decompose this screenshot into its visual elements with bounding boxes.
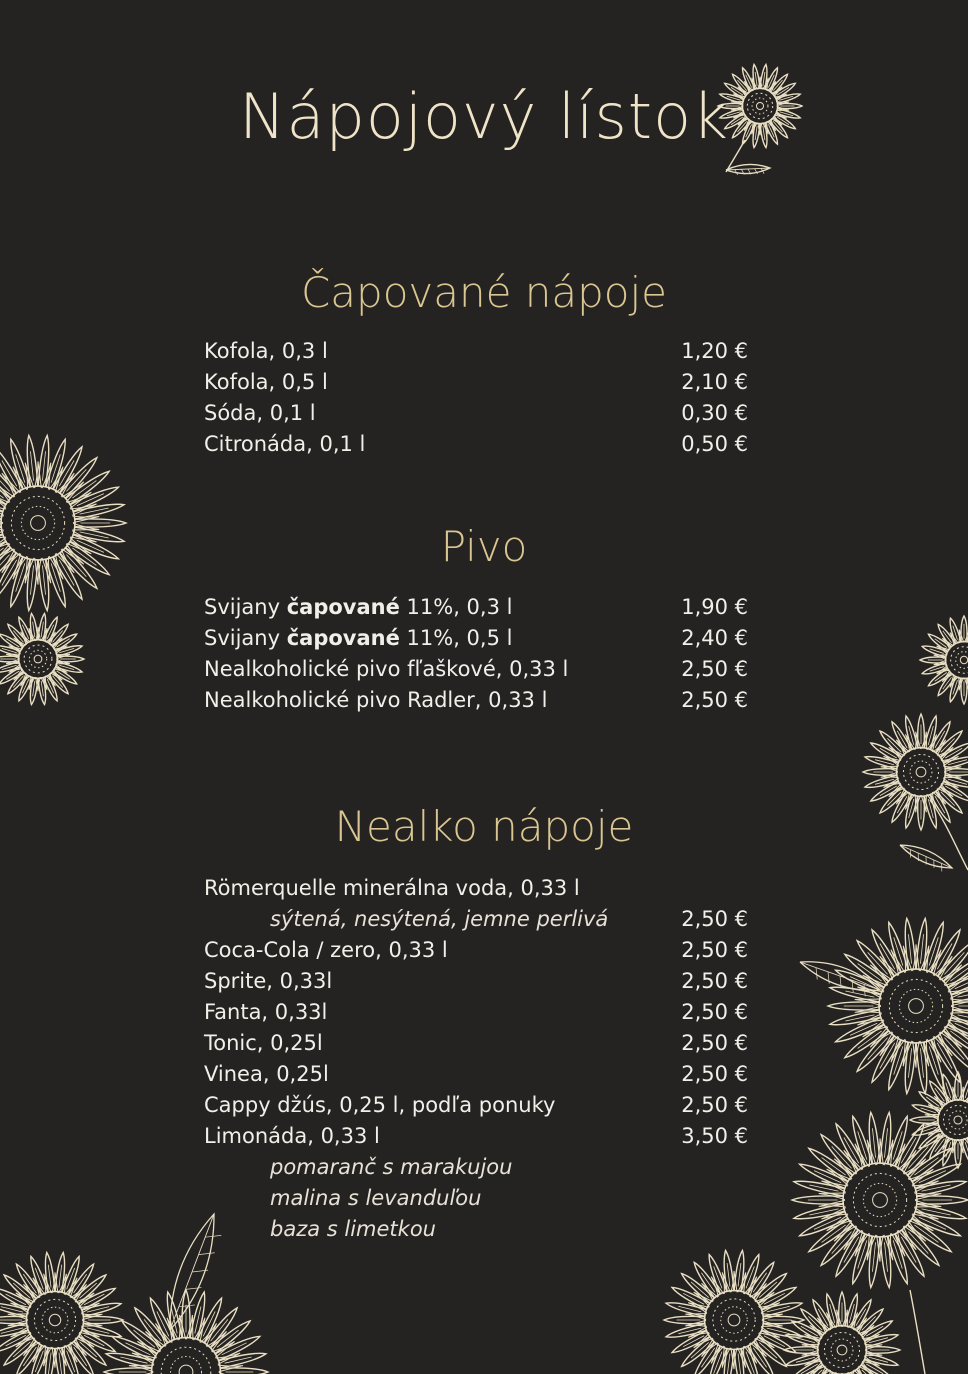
item-price: 2,10 € — [681, 370, 748, 394]
item-price: 1,90 € — [681, 595, 748, 619]
sunflower-icon — [664, 1251, 804, 1374]
menu-item-note — [204, 1152, 748, 1183]
menu-item — [204, 685, 748, 716]
item-name: Nealkoholické pivo fľaškové, 0,33 l — [204, 657, 569, 681]
menu-item-note — [204, 1214, 748, 1245]
item-price: 0,30 € — [681, 401, 748, 425]
leaf-icon — [800, 962, 880, 997]
section-title-draught: Čapované nápoje — [300, 268, 668, 317]
menu-item — [204, 1121, 748, 1152]
page-title: Nápojový lístok — [239, 80, 729, 153]
menu-item — [204, 966, 748, 997]
menu-item — [204, 1059, 748, 1090]
stem-line — [910, 1290, 925, 1374]
item-price: 2,50 € — [681, 1031, 748, 1055]
item-name: Fanta, 0,33l — [204, 1000, 328, 1024]
item-name: Vinea, 0,25l — [204, 1062, 329, 1086]
item-name: Coca-Cola / zero, 0,33 l — [204, 938, 448, 962]
menu-item-note — [204, 904, 748, 935]
menu-item — [204, 398, 748, 429]
sunflower-icon — [910, 1072, 968, 1168]
item-price: 2,50 € — [681, 907, 748, 931]
menu-item — [204, 429, 748, 460]
item-price: 2,40 € — [681, 626, 748, 650]
item-name: Kofola, 0,5 l — [204, 370, 328, 394]
item-price: 3,50 € — [681, 1124, 748, 1148]
item-name: Limonáda, 0,33 l — [204, 1124, 380, 1148]
menu-item — [204, 997, 748, 1028]
item-name: Svijany čapované 11%, 0,5 l — [204, 626, 513, 650]
menu-list-draught — [204, 336, 748, 460]
item-name-bold: čapované — [286, 595, 400, 619]
sunflower-icon — [792, 1112, 968, 1287]
section-title-beer: Pivo — [440, 522, 528, 571]
item-price: 2,50 € — [681, 1062, 748, 1086]
sunflower-icon — [920, 616, 968, 704]
item-price: 2,50 € — [681, 1000, 748, 1024]
menu-item-note — [204, 1183, 748, 1214]
item-name: Tonic, 0,25l — [204, 1031, 323, 1055]
item-name: Cappy džús, 0,25 l, podľa ponuky — [204, 1093, 556, 1117]
item-price: 2,50 € — [681, 1093, 748, 1117]
leaf-icon — [726, 164, 770, 174]
sunflower-icon — [828, 918, 968, 1093]
item-price: 2,50 € — [681, 938, 748, 962]
menu-list-beer — [204, 592, 748, 716]
sunflower-icon — [784, 1292, 900, 1374]
item-price: 2,50 € — [681, 657, 748, 681]
menu-item — [204, 873, 748, 904]
item-name: Sóda, 0,1 l — [204, 401, 316, 425]
sunflower-icon — [104, 1290, 268, 1374]
item-note: baza s limetkou — [270, 1217, 436, 1241]
item-name: Citronáda, 0,1 l — [204, 432, 366, 456]
item-note: pomaranč s marakujou — [270, 1155, 513, 1179]
menu-item — [204, 336, 748, 367]
item-name: Römerquelle minerálna voda, 0,33 l — [204, 876, 580, 900]
sunflower-icon — [0, 1252, 123, 1374]
menu-item — [204, 367, 748, 398]
menu-item — [204, 935, 748, 966]
item-name: Kofola, 0,3 l — [204, 339, 328, 363]
item-price: 1,20 € — [681, 339, 748, 363]
sunflower-icon — [0, 613, 84, 704]
menu-list-soft-drinks — [204, 873, 748, 1245]
menu-item — [204, 1028, 748, 1059]
item-note: malina s levanduľou — [270, 1186, 482, 1210]
item-name-bold: čapované — [286, 626, 400, 650]
menu-item — [204, 592, 748, 623]
item-name: Svijany čapované 11%, 0,3 l — [204, 595, 513, 619]
menu-item — [204, 623, 748, 654]
menu-item — [204, 654, 748, 685]
section-title-soft-drinks: Nealko nápoje — [334, 802, 634, 851]
menu-item — [204, 1090, 748, 1121]
item-price: 2,50 € — [681, 688, 748, 712]
item-name: Nealkoholické pivo Radler, 0,33 l — [204, 688, 548, 712]
item-price: 0,50 € — [681, 432, 748, 456]
item-name: Sprite, 0,33l — [204, 969, 333, 993]
item-note: sýtená, nesýtená, jemne perlivá — [270, 907, 609, 931]
item-price: 2,50 € — [681, 969, 748, 993]
